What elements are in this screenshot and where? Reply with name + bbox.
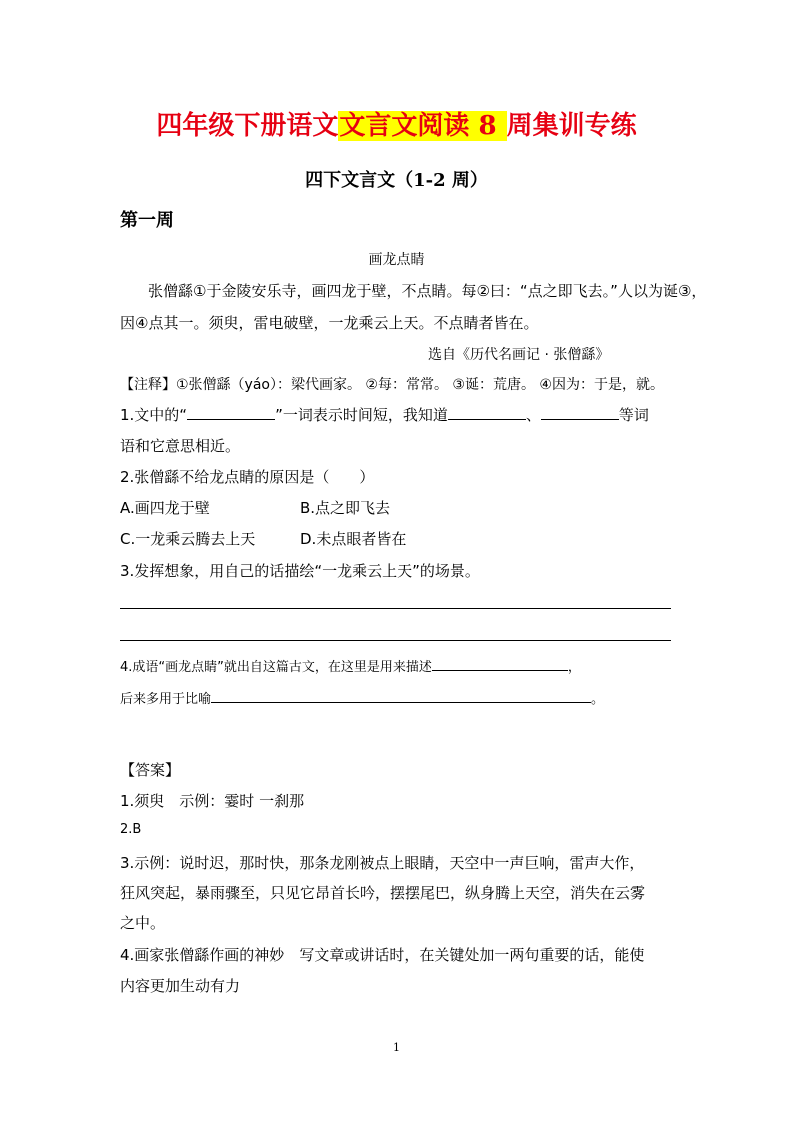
answer-2: 2.B — [120, 822, 142, 837]
question-1-line-1: 1.文中的“ ”一词表示时间短，我知道 、 等词 — [120, 406, 649, 424]
question-2-option-d: D.未点眼者皆在 — [300, 530, 407, 548]
passage-line-1: 张僧繇①于金陵安乐寺，画四龙于壁，不点睛。每②曰：“点之即飞去。”人以为诞③， — [148, 282, 707, 300]
answer-blank[interactable] — [211, 688, 591, 703]
title-part-2: 周集训专练 — [506, 111, 637, 141]
answer-4-line-1: 4.画家张僧繇作画的神妙 写文章或讲话时，在关键处加一两句重要的话，能使 — [120, 946, 645, 964]
week-heading: 第一周 — [120, 210, 174, 231]
answer-blank[interactable] — [541, 405, 619, 420]
question-2: 2.张僧繇不给龙点睛的原因是（ ） — [120, 468, 375, 486]
question-4-line-1: 4.成语“画龙点睛”就出自这篇古文，在这里是用来描述 ， — [120, 656, 581, 675]
question-4-line-2: 后来多用于比喻 。 — [120, 688, 604, 707]
question-2-option-c: C.一龙乘云腾去上天 — [120, 530, 256, 548]
subtitle: 四下文言文（1-2 周） — [305, 170, 488, 191]
annotation-notes: 【注释】①张僧繇（yáo）：梁代画家。 ②每：常常。 ③诞：荒唐。 ④因为：于是，就。 — [120, 377, 664, 393]
passage-line-2: 因④点其一。须臾，雷电破壁，一龙乘云上天。不点睛者皆在。 — [120, 314, 539, 332]
question-2-option-b: B.点之即飞去 — [300, 499, 391, 517]
answer-4-line-2: 内容更加生动有力 — [120, 977, 241, 995]
passage-heading: 画龙点睛 — [368, 252, 425, 268]
title-highlighted-part: 文言文阅读 8 — [339, 111, 506, 141]
passage-source: 选自《历代名画记 · 张僧繇》 — [428, 347, 610, 363]
answer-line[interactable] — [120, 608, 671, 609]
answer-3-line-2: 狂风突起，暴雨骤至，只见它昂首长吟，摆摆尾巴，纵身腾上天空，消失在云雾 — [120, 884, 646, 902]
answer-line[interactable] — [120, 640, 671, 641]
answer-blank[interactable] — [432, 656, 568, 671]
question-2-option-a: A.画四龙于壁 — [120, 499, 210, 517]
answer-3-line-3: 之中。 — [120, 914, 166, 932]
answers-heading: 【答案】 — [120, 761, 181, 779]
answer-3-line-1: 3.示例：说时迟，那时快，那条龙刚被点上眼睛，天空中一声巨响，雷声大作， — [120, 854, 645, 872]
answer-blank[interactable] — [187, 405, 275, 420]
answer-blank[interactable] — [448, 405, 526, 420]
question-1-line-2: 语和它意思相近。 — [120, 437, 241, 455]
answer-1: 1.须臾 示例：霎时 一刹那 — [120, 792, 305, 810]
document-title — [0, 98, 793, 154]
question-3: 3.发挥想象，用自己的话描绘“一龙乘云上天”的场景。 — [120, 562, 480, 580]
title-part-1: 四年级下册语文 — [156, 111, 339, 141]
page-number: 1 — [393, 1041, 400, 1054]
